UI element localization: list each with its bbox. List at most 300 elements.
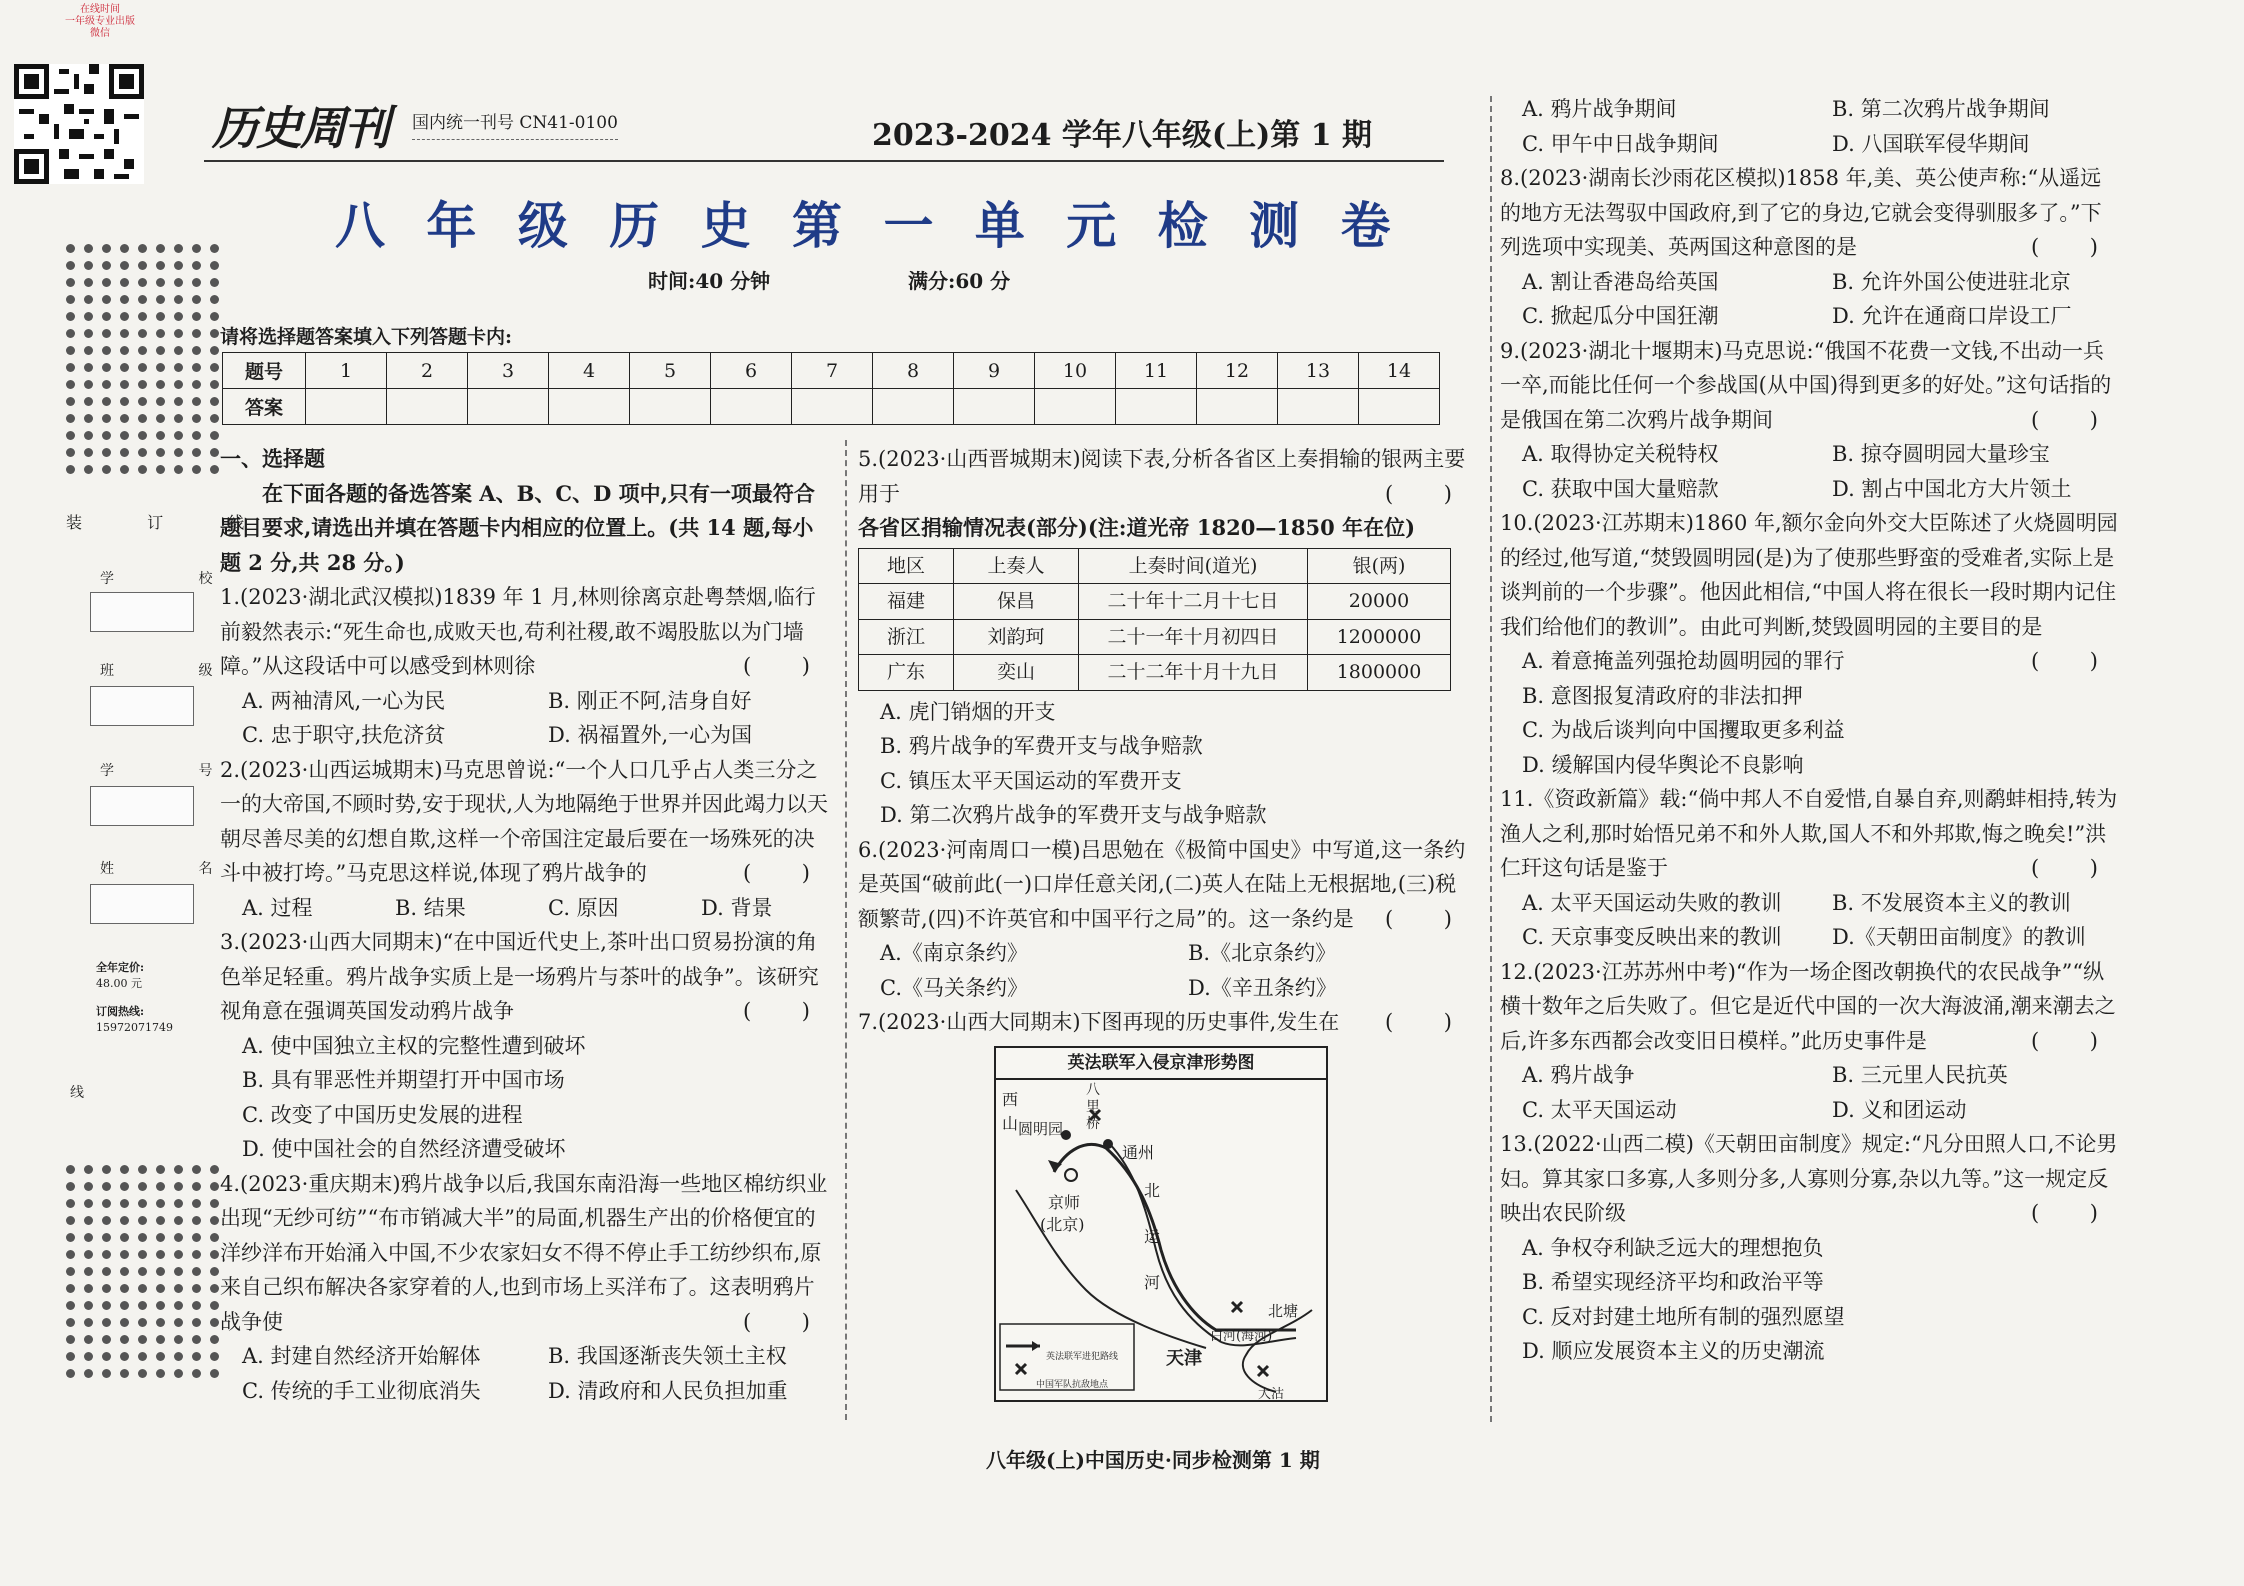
section-intro: 在下面各题的备选答案 A、B、C、D 项中,只有一项最符合题目要求,请选出并填在答题卡内相应的位置上。(共 14 题,每小题 2 分,共 28 分。) [220, 480, 815, 575]
class-field[interactable] [90, 686, 194, 726]
margin-dot [210, 448, 219, 457]
margin-dot [102, 244, 111, 253]
table-cell: 保昌 [954, 584, 1079, 620]
margin-dot [174, 414, 183, 423]
margin-dot [138, 1318, 147, 1327]
page-title: 八 年 级 历 史 第 一 单 元 检 测 卷 [335, 196, 1403, 255]
answer-cell[interactable] [1278, 389, 1359, 425]
margin-dot [120, 397, 129, 406]
margin-dot [138, 431, 147, 440]
margin-dot [174, 380, 183, 389]
margin-dot [210, 380, 219, 389]
margin-dot [102, 465, 111, 474]
answer-card-number: 2 [387, 353, 468, 389]
margin-dot [66, 1352, 75, 1361]
margin-dot [102, 414, 111, 423]
margin-dot [120, 261, 129, 270]
margin-dot [174, 329, 183, 338]
margin-dot [156, 380, 165, 389]
margin-dot [156, 295, 165, 304]
option-a: A. 过程 [242, 895, 313, 920]
question-2 [220, 753, 832, 926]
map-title: 英法联军入侵京津形势图 [996, 1048, 1326, 1080]
margin-dot [174, 1352, 183, 1361]
map-label-jingshi: 京师 [1048, 1192, 1081, 1212]
margin-dot [102, 1301, 111, 1310]
name-field[interactable] [90, 884, 194, 924]
answer-card [222, 352, 1440, 425]
margin-dot [84, 465, 93, 474]
margin-dot [174, 1301, 183, 1310]
margin-dot [210, 1267, 219, 1276]
answer-cell[interactable] [1116, 389, 1197, 425]
table-header-cell: 上奏时间(道光) [1079, 548, 1308, 584]
margin-dot [156, 465, 165, 474]
margin-dot [192, 1182, 201, 1191]
invasion-route [1054, 1144, 1299, 1330]
margin-dot [66, 346, 75, 355]
option-b: B. 第二次鸦片战争期间 [1832, 97, 2050, 121]
answer-paren: ( ) [2030, 649, 2120, 673]
answer-card-number: 8 [873, 353, 954, 389]
question-stem: 11.《资政新篇》载:“倘中邦人不自爱惜,自暴自弃,则鹬蚌相持,转为渔人之利,那时始悟兄弟不和外人欺,国人不和外邦欺,悔之晚矣!”洪仁玕这句话是鉴于 [1500, 787, 2118, 880]
answer-cell[interactable] [711, 389, 792, 425]
answer-cell[interactable] [873, 389, 954, 425]
margin-dot [84, 1216, 93, 1225]
margin-dot [192, 414, 201, 423]
margin-dot [138, 1284, 147, 1293]
option-b: B. 具有罪恶性并期望打开中国市场 [242, 1068, 565, 1092]
answer-card-number: 11 [1116, 353, 1197, 389]
margin-dot [156, 1301, 165, 1310]
margin-dot [192, 1369, 201, 1378]
margin-dot [102, 1318, 111, 1327]
map-figure [994, 1046, 1328, 1402]
answer-paren: ( ) [742, 1309, 832, 1334]
margin-dot [66, 1301, 75, 1310]
margin-dot [66, 1233, 75, 1242]
margin-dot [66, 329, 75, 338]
margin-dot [138, 1199, 147, 1208]
answer-card-number: 6 [711, 353, 792, 389]
margin-dot [174, 295, 183, 304]
option-a: A. 割让香港岛给英国 [1522, 269, 1719, 294]
margin-dot [210, 346, 219, 355]
margin-dot [192, 244, 201, 253]
margin-dot [66, 1250, 75, 1259]
margin-dot [156, 1318, 165, 1327]
margin-dot [84, 380, 93, 389]
margin-dot [120, 278, 129, 287]
answer-card-number-header: 题号 [223, 353, 306, 389]
table-cell: 二十二年十月十九日 [1079, 655, 1308, 691]
answer-card-answer-header: 答案 [223, 389, 306, 425]
option-d: D. 顺应发展资本主义的历史潮流 [1522, 1339, 1825, 1363]
answer-card-number: 1 [306, 353, 387, 389]
margin-dot [138, 329, 147, 338]
margin-dot [210, 414, 219, 423]
margin-dot [138, 1352, 147, 1361]
margin-dot [84, 1182, 93, 1191]
donation-table [858, 548, 1451, 691]
margin-dot [192, 278, 201, 287]
margin-dot [102, 312, 111, 321]
answer-paren: ( ) [2030, 235, 2120, 259]
margin-dot [120, 295, 129, 304]
margin-dot [102, 329, 111, 338]
answer-card-number: 7 [792, 353, 873, 389]
margin-dot [84, 414, 93, 423]
option-b: B. 掠夺圆明园大量珍宝 [1832, 442, 2050, 466]
margin-dot [192, 1284, 201, 1293]
margin-dot [66, 1318, 75, 1327]
margin-dot [174, 244, 183, 253]
margin-dot [138, 1182, 147, 1191]
margin-dot [84, 363, 93, 372]
margin-dot [102, 431, 111, 440]
margin-dot [84, 1318, 93, 1327]
margin-dot [120, 1182, 129, 1191]
margin-dot [84, 431, 93, 440]
margin-dot [120, 1369, 129, 1378]
margin-dot [102, 1216, 111, 1225]
margin-dot [66, 1267, 75, 1276]
margin-dot [66, 414, 75, 423]
school-field[interactable] [90, 592, 194, 632]
margin-dot [120, 465, 129, 474]
margin-dot [120, 1267, 129, 1276]
issue-label: 2023-2024 学年八年级(上)第 1 期 [872, 118, 1373, 153]
margin-dot [210, 1284, 219, 1293]
table-cell: 浙江 [859, 619, 954, 655]
margin-dot [102, 1199, 111, 1208]
margin-dot [210, 1199, 219, 1208]
answer-cell[interactable] [1197, 389, 1278, 425]
option-c: C. 获取中国大量赔款 [1522, 476, 1719, 501]
answer-card-number: 4 [549, 353, 630, 389]
table-cell: 刘韵珂 [954, 619, 1079, 655]
margin-dot [192, 1318, 201, 1327]
margin-dot [138, 1301, 147, 1310]
option-b: B. 我国逐渐丧失领土主权 [548, 1344, 787, 1368]
margin-dot [156, 1335, 165, 1344]
margin-dot [138, 397, 147, 406]
option-d: D.《辛丑条约》 [1188, 975, 1337, 1000]
margin-dot [120, 1165, 129, 1174]
margin-dot [156, 312, 165, 321]
question-stem: 5.(2023·山西晋城期末)阅读下表,分析各省区上奏捐输的银两主要用于 [858, 447, 1466, 506]
margin-dot [102, 1284, 111, 1293]
margin-dot [156, 1267, 165, 1276]
margin-dot [210, 363, 219, 372]
answer-cell[interactable] [549, 389, 630, 425]
margin-dot [84, 448, 93, 457]
margin-dot [120, 414, 129, 423]
table-caption: 各省区捐输情况表(部分)(注:道光帝 1820—1850 年在位) [858, 515, 1416, 540]
margin-dot [174, 278, 183, 287]
margin-dot [210, 295, 219, 304]
map-label-tongzhou: 通州 [1122, 1142, 1155, 1162]
answer-cell[interactable] [1359, 389, 1440, 425]
option-c: C. 掀起瓜分中国狂潮 [1522, 304, 1719, 328]
question-stem: 12.(2023·江苏苏州中考)“作为一场企图改朝换代的农民战争”“纵横十数年之后失败了。但它是近代中国的一次大海波涌,潮来潮去之后,许多东西都会改变旧日模样。”此历史事件是 [1500, 959, 2116, 1053]
option-d: D. 第二次鸦片战争的军费开支与战争赔款 [880, 803, 1267, 827]
option-c: C.《马关条约》 [880, 975, 1028, 1000]
question-stem: 6.(2023·河南周口一模)吕思勉在《极简中国史》中写道,这一条约是英国“破前此(一)口岸任意关闭,(二)英人在陆上无根据地,(三)税额繁苛,(四)不许英官和中国平行之局”的。这一条约是 [858, 837, 1466, 931]
margin-dot [120, 1199, 129, 1208]
column-3 [1500, 92, 2120, 1369]
option-b: B. 结果 [395, 895, 466, 920]
margin-dot [120, 1216, 129, 1225]
margin-dot [156, 1352, 165, 1361]
map-label-dagu: 大沽 [1258, 1386, 1285, 1402]
option-d: D. 祸福置外,一心为国 [548, 723, 753, 747]
answer-cell[interactable] [630, 389, 711, 425]
option-d: D. 缓解国内侵华舆论不良影响 [1522, 752, 1804, 777]
legend-route-label: 英法联军进犯路线 [1046, 1351, 1119, 1362]
margin-dot [66, 380, 75, 389]
option-b: B. 允许外国公使进驻北京 [1832, 269, 2071, 294]
margin-dot [192, 261, 201, 270]
answer-cell[interactable] [306, 389, 387, 425]
answer-paren: ( ) [2030, 407, 2120, 432]
margin-dot [84, 1352, 93, 1361]
map-label-beitang: 北塘 [1268, 1301, 1299, 1320]
answer-cell[interactable] [1035, 389, 1116, 425]
answer-cell[interactable] [954, 389, 1035, 425]
margin-dot [156, 278, 165, 287]
option-c: C. 甲午中日战争期间 [1522, 131, 1719, 156]
margin-dot [192, 380, 201, 389]
margin-dot [84, 278, 93, 287]
margin-dot [120, 363, 129, 372]
margin-dot [102, 1335, 111, 1344]
margin-dot [66, 465, 75, 474]
answer-paren: ( ) [2030, 856, 2120, 880]
margin-dot [210, 1250, 219, 1259]
answer-paren: ( ) [1384, 906, 1474, 931]
margin-dot [84, 346, 93, 355]
map-label-baihe: 白河(海河) [1210, 1328, 1273, 1344]
margin-dot [210, 465, 219, 474]
margin-dot [66, 1199, 75, 1208]
answer-paren: ( ) [742, 999, 832, 1023]
margin-dot [102, 397, 111, 406]
margin-dot [174, 431, 183, 440]
question-stem: 4.(2023·重庆期末)鸦片战争以后,我国东南沿海一些地区棉纺织业出现“无纱可纺”“布市销减大半”的局面,机器生产出的价格便宜的洋纱洋布开始涌入中国,不少农家妇女不得不停止手工纺纱织布,原来自己织布解决各家穿着的人,也到市场上买洋布了。这表明鸦片战争使 [220, 1171, 828, 1334]
map-label-balizhuang: 八里桥 [1086, 1081, 1100, 1132]
margin-dot [138, 414, 147, 423]
option-a: A. 两袖清风,一心为民 [242, 688, 446, 713]
option-d: D. 背景 [701, 895, 773, 920]
sidebar-name-label: 姓 名 [100, 861, 253, 877]
margin-dot [66, 448, 75, 457]
sidebar-class-label: 班 级 [100, 663, 253, 679]
question-7 [858, 1005, 1474, 1040]
margin-dot [138, 295, 147, 304]
answer-paren: ( ) [742, 861, 832, 885]
margin-dot [192, 329, 201, 338]
question-stem: 13.(2022·山西二模)《天朝田亩制度》规定:“凡分田照人口,不论男妇。算其家口多寡,人多则分多,人寡则分寡,杂以九等。”这一规定反映出农民阶级 [1500, 1132, 2118, 1225]
margin-dot [210, 1165, 219, 1174]
jingshi-dot [1065, 1169, 1077, 1181]
option-d: D.《天朝田亩制度》的教训 [1832, 925, 2086, 949]
option-b: B.《北京条约》 [1188, 941, 1337, 965]
margin-dot [138, 244, 147, 253]
battle-mark [1258, 1366, 1268, 1376]
margin-dot [84, 295, 93, 304]
option-b: B. 鸦片战争的军费开支与战争赔款 [880, 734, 1203, 758]
footer: 八年级(上)中国历史·同步检测第 1 期 [986, 1448, 1320, 1472]
option-a: A. 着意掩盖列强抢劫圆明园的罪行 [1522, 649, 1845, 673]
margin-dot [174, 1199, 183, 1208]
margin-dot [84, 1199, 93, 1208]
option-a: A. 虎门销烟的开支 [880, 699, 1056, 724]
margin-dot [192, 397, 201, 406]
answer-paren: ( ) [2030, 1201, 2120, 1225]
margin-dot [192, 1216, 201, 1225]
margin-dot [210, 1182, 219, 1191]
margin-dot [138, 346, 147, 355]
margin-dot [138, 1233, 147, 1242]
option-a: A. 争权夺利缺乏远大的理想抱负 [1522, 1235, 1824, 1260]
margin-dot [66, 278, 75, 287]
margin-dot [120, 380, 129, 389]
answer-cell[interactable] [468, 389, 549, 425]
tongzhou-dot [1103, 1139, 1113, 1149]
sidebar-student-no-label: 学 号 [100, 763, 253, 779]
answer-cell[interactable] [792, 389, 873, 425]
answer-card-number: 3 [468, 353, 549, 389]
margin-dot [156, 244, 165, 253]
margin-dot [120, 448, 129, 457]
margin-dot [84, 397, 93, 406]
margin-dot [102, 1233, 111, 1242]
margin-dot [156, 1182, 165, 1191]
answer-cell[interactable] [387, 389, 468, 425]
margin-dot [102, 1182, 111, 1191]
margin-dot [66, 397, 75, 406]
table-cell: 福建 [859, 584, 954, 620]
margin-dot [102, 1267, 111, 1276]
question-stem: 9.(2023·湖北十堰期末)马克思说:“俄国不花费一文钱,不出动一兵一卒,而能比任何一个参战国(从中国)得到更多的好处。”这句话指的是俄国在第二次鸦片战争期间 [1500, 338, 2112, 432]
masthead-rule [204, 160, 1444, 162]
question-stem: 7.(2023·山西大同期末)下图再现的历史事件,发生在 [858, 1010, 1340, 1034]
margin-dot [66, 431, 75, 440]
answer-card-number: 5 [630, 353, 711, 389]
option-d: D. 清政府和人民负担加重 [548, 1378, 788, 1403]
margin-dot [66, 1369, 75, 1378]
table-cell: 二十年十二月十七日 [1079, 584, 1308, 620]
margin-dot [138, 1267, 147, 1276]
margin-dot [102, 1369, 111, 1378]
answer-paren: ( ) [2030, 1028, 2120, 1053]
margin-dot [192, 1267, 201, 1276]
margin-dot [138, 1250, 147, 1259]
margin-dot [84, 1284, 93, 1293]
option-c: C. 为战后谈判向中国攫取更多利益 [1522, 718, 1845, 742]
issn: 国内统一刊号 CN41-0100 [412, 108, 618, 140]
margin-dot [210, 1216, 219, 1225]
margin-dot [156, 1216, 165, 1225]
margin-dot [138, 465, 147, 474]
margin-dot [210, 397, 219, 406]
margin-dot [192, 295, 201, 304]
map-label-beiyunhe: 北运河 [1144, 1180, 1161, 1292]
question-stem: 2.(2023·山西运城期末)马克思曾说:“一个人口几乎占人类三分之一的大帝国,不顾时势,安于现状,人为地隔绝于世界并因此竭力以天朝尽善尽美的幻想自欺,这样一个帝国注定最后要在一场殊死的决斗中被打垮。”马克思这样说,体现了鸦片战争的 [220, 757, 829, 885]
margin-dot [66, 244, 75, 253]
question-12 [1500, 955, 2120, 1128]
margin-dot [210, 1369, 219, 1378]
column-divider [1490, 96, 1492, 1422]
answer-paren: ( ) [1384, 481, 1474, 506]
option-a: A.《南京条约》 [880, 941, 1028, 965]
margin-dot [156, 431, 165, 440]
question-stem: 3.(2023·山西大同期末)“在中国近代史上,茶叶出口贸易扮演的角色举足轻重。鸦片战争实质上是一场鸦片与茶叶的战争”。该研究视角意在强调英国发动鸦片战争 [220, 930, 819, 1023]
margin-dot [192, 346, 201, 355]
question-stem: 8.(2023·湖南长沙雨花区模拟)1858 年,美、英公使声称:“从遥远的地方无法驾驭中国政府,到了它的身边,它就会变得驯服多了。”下列选项中实现美、英两国这种意图的是 [1500, 166, 2102, 259]
margin-dot [210, 312, 219, 321]
margin-dot [120, 431, 129, 440]
margin-dot [120, 329, 129, 338]
margin-dot [84, 1165, 93, 1174]
student-no-field[interactable] [90, 786, 194, 826]
option-c: C. 太平天国运动 [1522, 1097, 1677, 1122]
margin-dot [120, 1335, 129, 1344]
margin-dot [138, 1369, 147, 1378]
margin-dot [192, 1199, 201, 1208]
option-b: B. 意图报复清政府的非法扣押 [1522, 683, 1803, 708]
margin-dot [84, 261, 93, 270]
table-cell: 1800000 [1308, 655, 1451, 691]
margin-dot [120, 244, 129, 253]
margin-dot [66, 1182, 75, 1191]
margin-dot [102, 1250, 111, 1259]
margin-dot [192, 1233, 201, 1242]
option-d: D. 割占中国北方大片领土 [1832, 476, 2072, 501]
answer-card-number: 13 [1278, 353, 1359, 389]
option-d: D. 允许在通商口岸设工厂 [1832, 304, 2072, 328]
map-label-beijing: (北京) [1040, 1214, 1085, 1234]
answer-card-number: 14 [1359, 353, 1440, 389]
sidebar-dots-top [66, 244, 220, 474]
margin-dot [156, 448, 165, 457]
margin-dot [156, 363, 165, 372]
margin-dot [156, 1165, 165, 1174]
option-a: A. 封建自然经济开始解体 [242, 1344, 481, 1368]
margin-dot [84, 329, 93, 338]
table-cell: 1200000 [1308, 619, 1451, 655]
question-1 [220, 580, 832, 753]
margin-dot [66, 312, 75, 321]
margin-dot [120, 346, 129, 355]
margin-dot [174, 1216, 183, 1225]
table-cell: 20000 [1308, 584, 1451, 620]
option-a: A. 太平天国运动失败的教训 [1522, 890, 1782, 915]
margin-dot [210, 1301, 219, 1310]
margin-dot [156, 346, 165, 355]
option-c: C. 镇压太平天国运动的军费开支 [880, 768, 1182, 793]
margin-dot [120, 1233, 129, 1242]
option-c: C. 改变了中国历史发展的进程 [242, 1102, 523, 1127]
column-divider [845, 440, 847, 1420]
table-cell: 广东 [859, 655, 954, 691]
time-label: 时间:40 分钟 [648, 269, 771, 293]
margin-dot [192, 431, 201, 440]
margin-dot [174, 1284, 183, 1293]
margin-dot [210, 261, 219, 270]
option-a: A. 使中国独立主权的完整性遭到破坏 [242, 1033, 586, 1058]
